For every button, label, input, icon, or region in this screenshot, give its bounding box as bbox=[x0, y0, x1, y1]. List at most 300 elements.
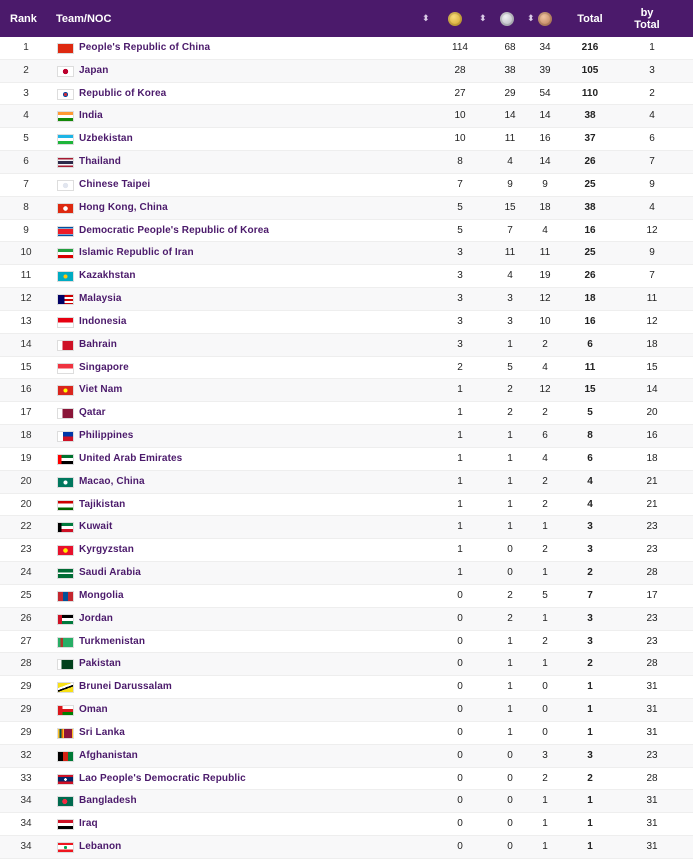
silver-count-cell: 1 bbox=[507, 475, 513, 487]
flag-icon bbox=[57, 819, 74, 830]
flag-icon bbox=[57, 705, 74, 716]
total-count-cell: 11 bbox=[584, 361, 596, 373]
table-row[interactable] bbox=[0, 105, 693, 128]
gold-count-cell: 0 bbox=[457, 772, 463, 784]
table-body bbox=[0, 37, 693, 859]
team-name-link[interactable]: Philippines bbox=[79, 430, 134, 442]
team-name-link[interactable]: Macao, China bbox=[79, 475, 145, 487]
team-name-link[interactable]: Democratic People's Republic of Korea bbox=[79, 224, 270, 236]
table-row[interactable] bbox=[0, 836, 693, 859]
team-name-link[interactable]: Afghanistan bbox=[79, 749, 138, 761]
rank-by-total-cell: 18 bbox=[646, 338, 658, 350]
silver-count-cell: 1 bbox=[507, 430, 513, 442]
rank-cell: 6 bbox=[23, 156, 29, 168]
table-row[interactable] bbox=[0, 608, 693, 631]
team-name-link[interactable]: People's Republic of China bbox=[79, 42, 211, 53]
rank-by-total-cell: 9 bbox=[649, 178, 655, 190]
bronze-count-cell: 2 bbox=[542, 544, 548, 556]
team-name-link[interactable]: Lebanon bbox=[79, 840, 122, 852]
rank-by-total-cell: 14 bbox=[646, 384, 658, 396]
total-count-cell: 4 bbox=[587, 498, 593, 510]
rank-cell: 34 bbox=[20, 840, 32, 852]
silver-count-cell: 2 bbox=[507, 384, 513, 396]
rank-by-total-cell: 23 bbox=[646, 521, 658, 533]
bronze-count-cell: 2 bbox=[542, 498, 548, 510]
bronze-count-cell: 12 bbox=[539, 293, 551, 305]
rank-cell: 20 bbox=[20, 498, 32, 510]
table-row[interactable] bbox=[0, 174, 693, 197]
gold-count-cell: 3 bbox=[457, 293, 463, 305]
rank-cell: 8 bbox=[23, 201, 29, 213]
rank-by-total-column-header[interactable]: by Total bbox=[634, 6, 660, 31]
bronze-count-cell: 19 bbox=[539, 270, 551, 282]
team-name-link[interactable]: Tajikistan bbox=[79, 498, 126, 510]
team-name-link[interactable]: Jordan bbox=[79, 612, 113, 624]
rank-by-total-cell: 6 bbox=[649, 133, 655, 145]
rank-cell: 19 bbox=[20, 452, 32, 464]
table-row[interactable] bbox=[0, 653, 693, 676]
team-name-link[interactable]: Sri Lanka bbox=[79, 726, 125, 738]
flag-icon bbox=[57, 682, 74, 693]
flag-icon bbox=[57, 842, 74, 853]
team-name-link[interactable]: Pakistan bbox=[79, 658, 121, 670]
silver-count-cell: 1 bbox=[507, 726, 513, 738]
total-count-cell: 6 bbox=[587, 452, 593, 464]
bronze-count-cell: 11 bbox=[539, 247, 551, 259]
table-header bbox=[0, 0, 693, 37]
silver-count-cell: 0 bbox=[507, 772, 513, 784]
table-row[interactable] bbox=[0, 631, 693, 654]
silver-count-cell: 4 bbox=[507, 270, 513, 282]
bronze-count-cell: 2 bbox=[542, 338, 548, 350]
team-name-link[interactable]: Oman bbox=[79, 704, 108, 716]
silver-medal-column-header[interactable] bbox=[500, 0, 514, 37]
team-name-link[interactable]: Indonesia bbox=[79, 315, 127, 327]
rank-cell: 11 bbox=[20, 270, 32, 282]
bronze-count-cell: 12 bbox=[539, 384, 551, 396]
gold-count-cell: 0 bbox=[457, 635, 463, 647]
rank-cell: 29 bbox=[20, 704, 32, 716]
table-row[interactable] bbox=[0, 790, 693, 813]
team-name-link[interactable]: Thailand bbox=[79, 156, 121, 168]
rank-by-total-cell: 1 bbox=[649, 42, 655, 53]
total-count-cell: 15 bbox=[584, 384, 596, 396]
bronze-count-cell: 4 bbox=[542, 361, 548, 373]
team-name-link[interactable]: Kuwait bbox=[79, 521, 113, 533]
rank-by-total-cell: 12 bbox=[646, 224, 658, 236]
team-name-link[interactable]: Iraq bbox=[79, 818, 98, 830]
bronze-count-cell: 0 bbox=[542, 726, 548, 738]
team-name-link[interactable]: Turkmenistan bbox=[79, 635, 146, 647]
flag-icon bbox=[57, 545, 74, 556]
bronze-count-cell: 2 bbox=[542, 772, 548, 784]
rank-cell: 17 bbox=[20, 407, 32, 419]
flag-icon bbox=[57, 66, 74, 77]
rank-cell: 23 bbox=[20, 544, 32, 556]
total-count-cell: 25 bbox=[584, 247, 596, 259]
total-count-cell: 8 bbox=[587, 430, 593, 442]
rank-by-total-cell: 12 bbox=[646, 315, 658, 327]
rank-cell: 34 bbox=[20, 795, 32, 807]
bronze-count-cell: 1 bbox=[542, 658, 548, 670]
team-name-link[interactable]: Bahrain bbox=[79, 338, 117, 350]
bronze-count-cell: 1 bbox=[542, 795, 548, 807]
team-name-link[interactable]: Hong Kong, China bbox=[79, 201, 168, 213]
rank-by-total-cell: 4 bbox=[649, 110, 655, 122]
bronze-count-cell: 3 bbox=[542, 749, 548, 761]
gold-count-cell: 3 bbox=[457, 338, 463, 350]
rank-by-total-cell: 21 bbox=[646, 475, 658, 487]
rank-cell: 2 bbox=[23, 64, 29, 76]
gold-count-cell: 8 bbox=[457, 156, 463, 168]
table-row[interactable] bbox=[0, 311, 693, 334]
team-name-link[interactable]: Viet Nam bbox=[79, 384, 123, 396]
rank-cell: 9 bbox=[23, 224, 29, 236]
silver-count-cell: 11 bbox=[504, 133, 516, 145]
gold-count-cell: 0 bbox=[457, 704, 463, 716]
gold-count-cell: 0 bbox=[457, 840, 463, 852]
table-row[interactable] bbox=[0, 425, 693, 448]
total-count-cell: 110 bbox=[581, 87, 599, 99]
table-row[interactable] bbox=[0, 585, 693, 608]
bronze-count-cell: 14 bbox=[539, 156, 551, 168]
rank-cell: 12 bbox=[20, 293, 32, 305]
flag-icon bbox=[57, 111, 74, 122]
table-row[interactable] bbox=[0, 288, 693, 311]
silver-count-cell: 3 bbox=[507, 315, 513, 327]
total-count-cell: 16 bbox=[584, 315, 596, 327]
gold-count-cell: 10 bbox=[454, 110, 466, 122]
bronze-count-cell: 34 bbox=[539, 42, 551, 53]
table-row[interactable] bbox=[0, 448, 693, 471]
gold-medal-icon bbox=[448, 12, 462, 26]
silver-count-cell: 29 bbox=[504, 87, 516, 99]
flag-icon bbox=[57, 751, 74, 762]
team-name-link[interactable]: Lao People's Democratic Republic bbox=[79, 772, 246, 784]
total-count-cell: 1 bbox=[587, 818, 593, 830]
silver-count-cell: 0 bbox=[507, 818, 513, 830]
flag-icon bbox=[57, 522, 74, 533]
silver-count-cell: 4 bbox=[507, 156, 513, 168]
silver-count-cell: 1 bbox=[507, 658, 513, 670]
total-column-header[interactable]: Total bbox=[577, 12, 603, 25]
rank-by-total-cell: 28 bbox=[646, 772, 658, 784]
rank-by-total-cell: 18 bbox=[646, 452, 658, 464]
table-row[interactable] bbox=[0, 37, 693, 60]
table-row[interactable] bbox=[0, 813, 693, 836]
gold-count-cell: 5 bbox=[457, 224, 463, 236]
rank-by-total-cell: 17 bbox=[646, 589, 658, 601]
gold-count-cell: 7 bbox=[457, 178, 463, 190]
bronze-medal-icon bbox=[538, 12, 552, 26]
flag-icon bbox=[57, 317, 74, 328]
flag-icon bbox=[57, 454, 74, 465]
flag-icon bbox=[57, 248, 74, 259]
table-row[interactable] bbox=[0, 60, 693, 83]
gold-count-cell: 0 bbox=[457, 658, 463, 670]
team-name-link[interactable]: Uzbekistan bbox=[79, 133, 133, 145]
table-row[interactable] bbox=[0, 676, 693, 699]
sort-silver-icon[interactable]: ⬍ bbox=[479, 13, 487, 23]
flag-icon bbox=[57, 431, 74, 442]
table-row[interactable] bbox=[0, 242, 693, 265]
team-name-link[interactable]: Qatar bbox=[79, 407, 106, 419]
rank-cell: 26 bbox=[20, 612, 32, 624]
total-count-cell: 5 bbox=[587, 407, 593, 419]
table-row[interactable] bbox=[0, 699, 693, 722]
bronze-count-cell: 1 bbox=[542, 521, 548, 533]
total-count-cell: 216 bbox=[581, 42, 599, 53]
total-count-cell: 25 bbox=[584, 178, 596, 190]
table-row[interactable] bbox=[0, 197, 693, 220]
silver-count-cell: 1 bbox=[507, 704, 513, 716]
bronze-count-cell: 1 bbox=[542, 818, 548, 830]
flag-icon bbox=[57, 477, 74, 488]
bronze-count-cell: 39 bbox=[539, 64, 551, 76]
flag-icon bbox=[57, 591, 74, 602]
silver-count-cell: 9 bbox=[507, 178, 513, 190]
rank-cell: 14 bbox=[20, 338, 32, 350]
flag-icon bbox=[57, 294, 74, 305]
team-name-link[interactable]: Saudi Arabia bbox=[79, 567, 141, 579]
total-count-cell: 1 bbox=[587, 840, 593, 852]
bronze-count-cell: 14 bbox=[539, 110, 551, 122]
rank-by-total-cell: 4 bbox=[649, 201, 655, 213]
bronze-count-cell: 2 bbox=[542, 635, 548, 647]
bronze-count-cell: 10 bbox=[539, 315, 551, 327]
rank-by-total-cell: 2 bbox=[649, 87, 655, 99]
flag-icon bbox=[57, 340, 74, 351]
total-count-cell: 2 bbox=[587, 567, 593, 579]
gold-count-cell: 0 bbox=[457, 589, 463, 601]
flag-icon bbox=[57, 500, 74, 511]
table-row[interactable] bbox=[0, 471, 693, 494]
gold-count-cell: 1 bbox=[457, 384, 463, 396]
rank-cell: 28 bbox=[20, 658, 32, 670]
rank-by-total-cell: 23 bbox=[646, 749, 658, 761]
total-count-cell: 16 bbox=[584, 224, 596, 236]
silver-count-cell: 1 bbox=[507, 521, 513, 533]
table-row[interactable] bbox=[0, 539, 693, 562]
silver-count-cell: 3 bbox=[507, 293, 513, 305]
silver-count-cell: 0 bbox=[507, 795, 513, 807]
bronze-count-cell: 1 bbox=[542, 567, 548, 579]
gold-count-cell: 0 bbox=[457, 818, 463, 830]
gold-count-cell: 0 bbox=[457, 795, 463, 807]
gold-count-cell: 1 bbox=[457, 407, 463, 419]
bronze-count-cell: 2 bbox=[542, 475, 548, 487]
team-name-link[interactable]: Bangladesh bbox=[79, 795, 137, 807]
team-name-link[interactable]: Republic of Korea bbox=[79, 87, 167, 99]
rank-by-total-cell: 28 bbox=[646, 567, 658, 579]
rank-by-total-cell: 20 bbox=[646, 407, 658, 419]
silver-count-cell: 2 bbox=[507, 407, 513, 419]
total-count-cell: 1 bbox=[587, 726, 593, 738]
rank-by-total-cell: 31 bbox=[646, 681, 658, 693]
table-row[interactable] bbox=[0, 768, 693, 791]
rank-cell: 24 bbox=[20, 567, 32, 579]
gold-count-cell: 28 bbox=[454, 64, 466, 76]
team-name-link[interactable]: Chinese Taipei bbox=[79, 178, 151, 190]
silver-count-cell: 14 bbox=[504, 110, 516, 122]
rank-by-total-cell: 23 bbox=[646, 635, 658, 647]
total-count-cell: 3 bbox=[587, 521, 593, 533]
flag-icon bbox=[57, 408, 74, 419]
rank-by-total-cell: 31 bbox=[646, 840, 658, 852]
flag-icon bbox=[57, 203, 74, 214]
bronze-count-cell: 16 bbox=[539, 133, 551, 145]
sort-bronze-icon[interactable]: ⬍ bbox=[527, 13, 535, 23]
rank-cell: 16 bbox=[20, 384, 32, 396]
table-row[interactable] bbox=[0, 402, 693, 425]
rank-by-total-cell: 31 bbox=[646, 795, 658, 807]
silver-count-cell: 68 bbox=[504, 42, 516, 53]
table-row[interactable] bbox=[0, 494, 693, 517]
rank-by-total-cell: 23 bbox=[646, 612, 658, 624]
bronze-count-cell: 18 bbox=[539, 201, 551, 213]
table-row[interactable] bbox=[0, 516, 693, 539]
team-name-link[interactable]: Mongolia bbox=[79, 589, 124, 601]
flag-icon bbox=[57, 774, 74, 785]
total-count-cell: 3 bbox=[587, 612, 593, 624]
silver-count-cell: 0 bbox=[507, 749, 513, 761]
flag-icon bbox=[57, 728, 74, 739]
silver-count-cell: 1 bbox=[507, 338, 513, 350]
gold-count-cell: 2 bbox=[457, 361, 463, 373]
total-count-cell: 7 bbox=[587, 589, 593, 601]
rank-cell: 33 bbox=[20, 772, 32, 784]
table-row[interactable] bbox=[0, 334, 693, 357]
team-name-link[interactable]: Singapore bbox=[79, 361, 129, 373]
flag-icon bbox=[57, 89, 74, 100]
total-count-cell: 37 bbox=[584, 133, 596, 145]
gold-count-cell: 0 bbox=[457, 612, 463, 624]
gold-count-cell: 0 bbox=[457, 749, 463, 761]
silver-count-cell: 1 bbox=[507, 498, 513, 510]
total-count-cell: 1 bbox=[587, 795, 593, 807]
rank-by-total-cell: 31 bbox=[646, 704, 658, 716]
rank-cell: 15 bbox=[20, 361, 32, 373]
total-count-cell: 2 bbox=[587, 658, 593, 670]
gold-count-cell: 0 bbox=[457, 681, 463, 693]
rank-by-total-cell: 11 bbox=[646, 293, 658, 305]
gold-count-cell: 1 bbox=[457, 430, 463, 442]
total-count-cell: 3 bbox=[587, 544, 593, 556]
table-row[interactable] bbox=[0, 220, 693, 243]
flag-icon bbox=[57, 568, 74, 579]
total-count-cell: 38 bbox=[584, 110, 596, 122]
team-name-link[interactable]: Malaysia bbox=[79, 293, 122, 305]
team-name-link[interactable]: United Arab Emirates bbox=[79, 452, 183, 464]
bronze-count-cell: 0 bbox=[542, 704, 548, 716]
bronze-count-cell: 4 bbox=[542, 224, 548, 236]
rank-cell: 20 bbox=[20, 475, 32, 487]
silver-count-cell: 15 bbox=[504, 201, 516, 213]
gold-count-cell: 27 bbox=[454, 87, 466, 99]
flag-icon bbox=[57, 385, 74, 396]
gold-count-cell: 0 bbox=[457, 726, 463, 738]
table-row[interactable] bbox=[0, 265, 693, 288]
gold-count-cell: 1 bbox=[457, 544, 463, 556]
rank-cell: 3 bbox=[23, 87, 29, 99]
team-name-link[interactable]: Islamic Republic of Iran bbox=[79, 247, 194, 259]
table-row[interactable] bbox=[0, 357, 693, 380]
flag-icon bbox=[57, 363, 74, 374]
rank-column-header[interactable]: Rank bbox=[10, 12, 37, 25]
total-count-cell: 1 bbox=[587, 704, 593, 716]
flag-icon bbox=[57, 180, 74, 191]
sort-gold-icon[interactable]: ⬍ bbox=[422, 13, 430, 23]
rank-by-total-cell: 7 bbox=[649, 156, 655, 168]
bronze-count-cell: 0 bbox=[542, 681, 548, 693]
gold-count-cell: 3 bbox=[457, 315, 463, 327]
rank-by-total-cell: 3 bbox=[649, 64, 655, 76]
table-row[interactable] bbox=[0, 128, 693, 151]
gold-medal-column-header[interactable] bbox=[448, 0, 462, 37]
flag-icon bbox=[57, 659, 74, 670]
bronze-count-cell: 6 bbox=[542, 430, 548, 442]
rank-by-total-cell: 23 bbox=[646, 544, 658, 556]
flag-icon bbox=[57, 614, 74, 625]
team-name-link[interactable]: Japan bbox=[79, 64, 109, 76]
rank-by-total-cell: 21 bbox=[646, 498, 658, 510]
table-row[interactable] bbox=[0, 83, 693, 106]
total-count-cell: 6 bbox=[587, 338, 593, 350]
silver-count-cell: 0 bbox=[507, 544, 513, 556]
rank-cell: 25 bbox=[20, 589, 32, 601]
silver-count-cell: 38 bbox=[504, 64, 516, 76]
team-column-header[interactable]: Team/NOC bbox=[56, 12, 112, 25]
bronze-count-cell: 54 bbox=[539, 87, 551, 99]
total-count-cell: 18 bbox=[584, 293, 596, 305]
total-count-cell: 3 bbox=[587, 749, 593, 761]
table-row[interactable] bbox=[0, 151, 693, 174]
rank-cell: 18 bbox=[20, 430, 32, 442]
team-name-link[interactable]: Brunei Darussalam bbox=[79, 681, 172, 693]
table-row[interactable] bbox=[0, 379, 693, 402]
silver-count-cell: 2 bbox=[507, 589, 513, 601]
bronze-count-cell: 1 bbox=[542, 612, 548, 624]
total-count-cell: 2 bbox=[587, 772, 593, 784]
total-count-cell: 38 bbox=[584, 201, 596, 213]
team-name-link[interactable]: Kazakhstan bbox=[79, 270, 136, 282]
rank-cell: 13 bbox=[20, 315, 32, 327]
bronze-medal-column-header[interactable] bbox=[538, 0, 552, 37]
bronze-count-cell: 2 bbox=[542, 407, 548, 419]
table-row[interactable] bbox=[0, 722, 693, 745]
rank-cell: 7 bbox=[23, 178, 29, 190]
silver-count-cell: 5 bbox=[507, 361, 513, 373]
rank-cell: 27 bbox=[20, 635, 32, 647]
bronze-count-cell: 1 bbox=[542, 840, 548, 852]
rank-cell: 32 bbox=[20, 749, 32, 761]
total-count-cell: 26 bbox=[584, 156, 596, 168]
table-row[interactable] bbox=[0, 745, 693, 768]
team-name-link[interactable]: Kyrgyzstan bbox=[79, 544, 134, 556]
bronze-count-cell: 5 bbox=[542, 589, 548, 601]
rank-cell: 34 bbox=[20, 818, 32, 830]
table-row[interactable] bbox=[0, 562, 693, 585]
rank-by-total-cell: 16 bbox=[646, 430, 658, 442]
gold-count-cell: 1 bbox=[457, 498, 463, 510]
rank-cell: 1 bbox=[23, 42, 29, 53]
total-count-cell: 1 bbox=[587, 681, 593, 693]
rank-by-total-cell: 15 bbox=[646, 361, 658, 373]
gold-count-cell: 1 bbox=[457, 567, 463, 579]
team-name-link[interactable]: India bbox=[79, 110, 103, 122]
gold-count-cell: 3 bbox=[457, 247, 463, 259]
rank-cell: 5 bbox=[23, 133, 29, 145]
